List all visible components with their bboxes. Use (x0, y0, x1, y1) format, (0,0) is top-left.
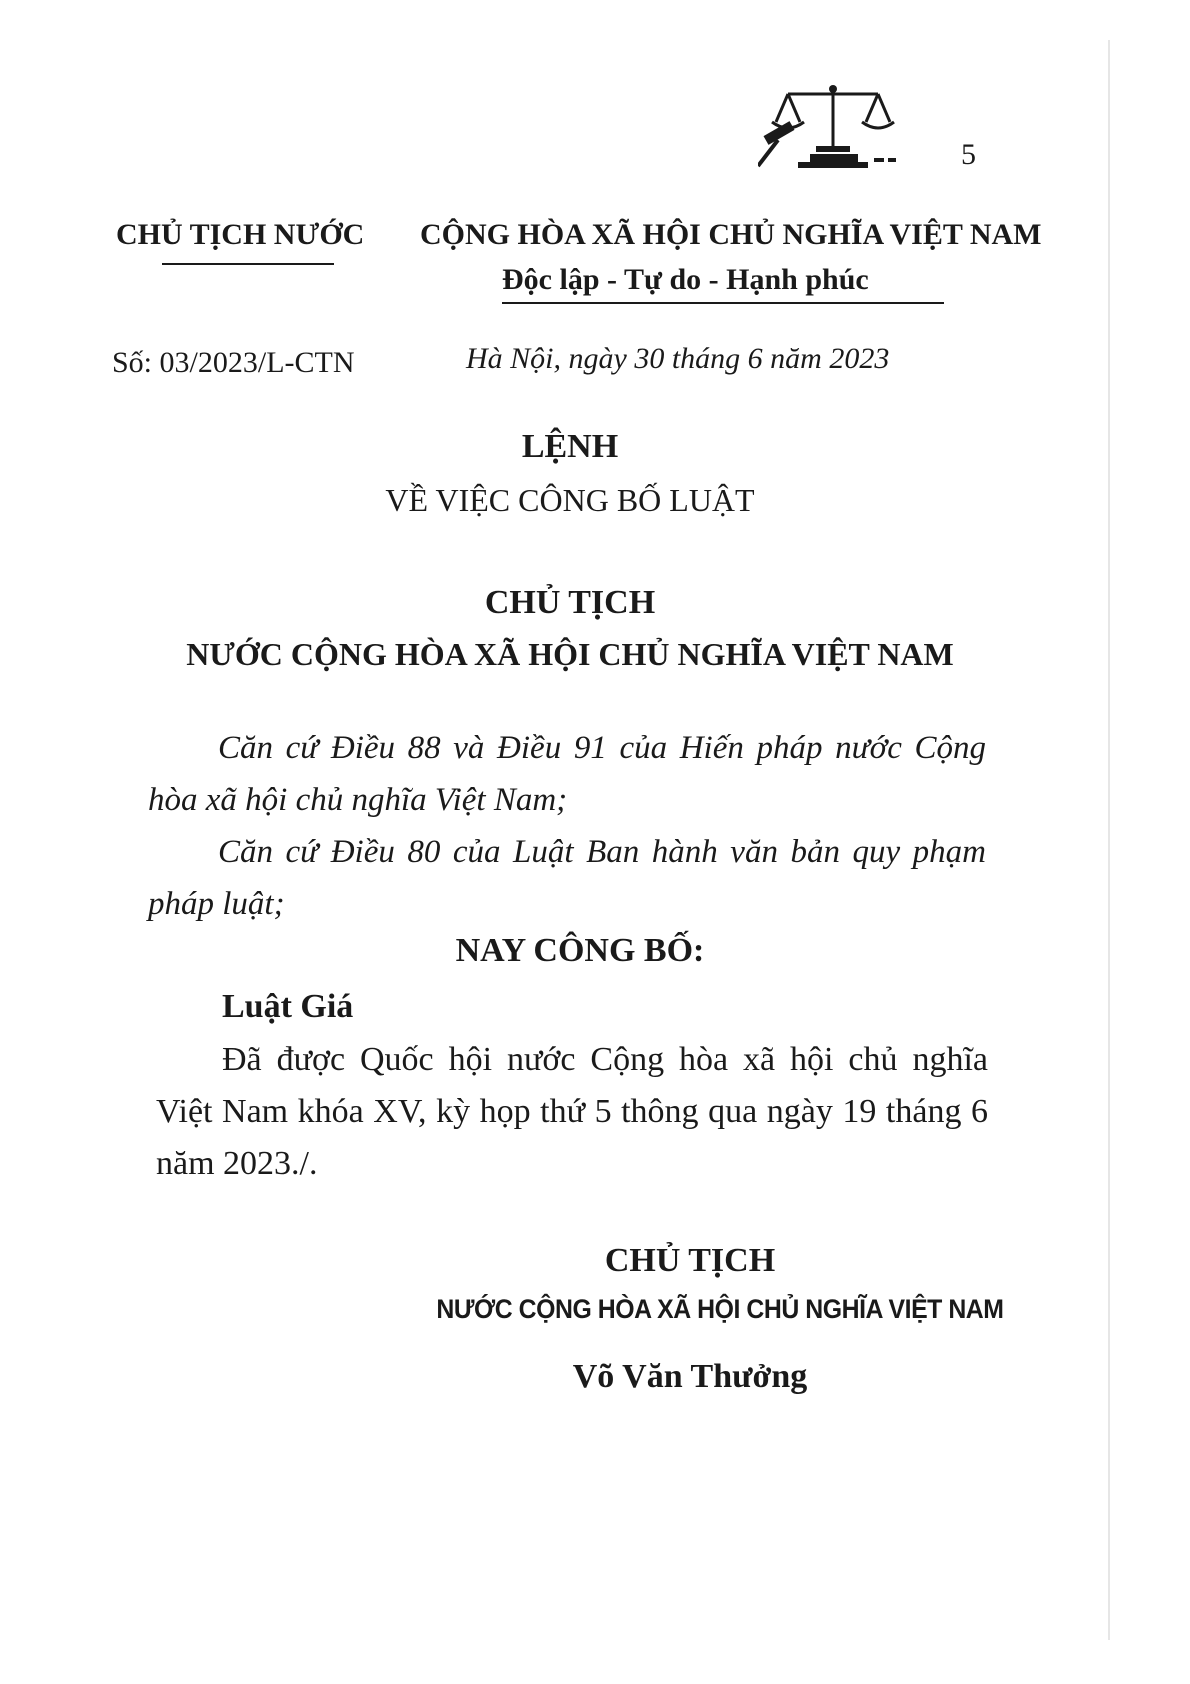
motto-underline (502, 302, 944, 304)
document-number: Số: 03/2023/L-CTN (112, 346, 355, 379)
authority-title: CHỦ TỊCH (484, 584, 656, 621)
document-type: LỆNH (521, 428, 619, 465)
law-name: Luật Giá (222, 988, 354, 1025)
signatory-organization: NƯỚC CỘNG HÒA XÃ HỘI CHỦ NGHĨA VIỆT NAM (436, 1294, 1004, 1324)
page-edge (1108, 40, 1110, 1640)
place-and-date: Hà Nội, ngày 30 tháng 6 năm 2023 (466, 342, 890, 375)
page-number: 5 (961, 138, 976, 171)
national-motto: Độc lập - Tự do - Hạnh phúc (502, 263, 869, 296)
legal-basis-2: Căn cứ Điều 80 của Luật Ban hành văn bản quy phạm pháp luật; (148, 834, 986, 922)
authority-organization: NƯỚC CỘNG HÒA XÃ HỘI CHỦ NGHĨA VIỆT NAM (186, 636, 954, 672)
signatory-title: CHỦ TỊCH (604, 1242, 776, 1279)
issuer-name: CHỦ TỊCH NƯỚC (116, 218, 365, 251)
passage-statement: Đã được Quốc hội nước Cộng hòa xã hội chủ nghĩa Việt Nam khóa XV, kỳ họp thứ 5 thông qua ngày 19 tháng 6 năm 2023./. (156, 1041, 988, 1182)
announcement-heading: NAY CÔNG BỐ: (455, 932, 705, 969)
document-subject: VỀ VIỆC CÔNG BỐ LUẬT (385, 482, 755, 518)
signatory-name: Võ Văn Thưởng (572, 1358, 808, 1395)
legal-basis-1: Căn cứ Điều 88 và Điều 91 của Hiến pháp nước Cộng hòa xã hội chủ nghĩa Việt Nam; (148, 730, 986, 818)
national-title: CỘNG HÒA XÃ HỘI CHỦ NGHĨA VIỆT NAM (420, 218, 1042, 251)
scales-of-justice-icon (758, 80, 908, 172)
issuer-underline (162, 263, 334, 265)
